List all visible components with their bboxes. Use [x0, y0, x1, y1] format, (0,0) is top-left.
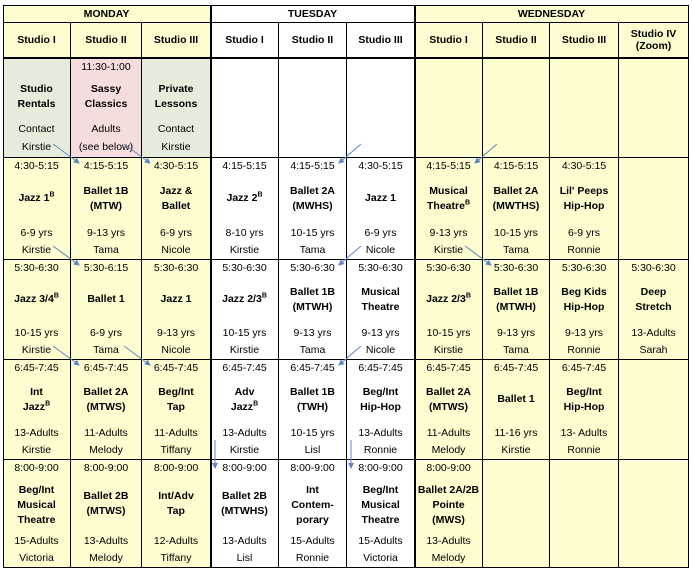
class-name-line: Jazz $2/3^B$ [222, 292, 267, 305]
class-time: 8:00-9:00 [222, 462, 267, 474]
class-name-line: Hip-Hop [563, 300, 605, 313]
transition-arrow [53, 246, 79, 265]
class-name-line: Musical [17, 499, 56, 511]
studio-label: Studio I [429, 34, 468, 46]
studio-label: Studio III [561, 34, 607, 46]
class-time: 6:45-7:45 [290, 362, 335, 374]
class-name-line: Tap [167, 400, 185, 413]
class-time: 8:00-9:00 [153, 462, 199, 474]
class-name-line: Hip-Hop [563, 400, 605, 413]
class-name-line: Ballet 1B [83, 184, 129, 197]
class-name-line: Ballet 1B [290, 285, 335, 298]
age-range: 12-Adults [153, 535, 199, 547]
instructor-name: Victoria [363, 552, 398, 564]
class-name-line: Beg/Int [18, 484, 55, 496]
class-name-line: Private [158, 83, 194, 96]
class-name-line: Musical [361, 285, 400, 298]
instructor-name: Nicole [161, 344, 191, 356]
class-name-line: Ballet 2A [83, 385, 129, 398]
instructor-name: Tiffany [160, 552, 192, 564]
age-range: 9-13 yrs [87, 227, 125, 239]
class-time: 5:30-6:30 [493, 262, 539, 274]
instructor-name: Tama [503, 244, 529, 256]
superscript-marker: B [253, 400, 259, 407]
class-time: 4:15-5:15 [83, 160, 129, 172]
class-name-line: Tap [167, 504, 185, 517]
class-name-line: (MTW) [89, 199, 123, 212]
instructor-name: Ronnie [363, 444, 398, 456]
instructor-name: Ronnie [567, 444, 601, 456]
class-name-line: Jazz & [159, 184, 193, 197]
class-time: 4:30-5:15 [153, 160, 199, 172]
class-name-line: Int [30, 385, 43, 398]
class-time: 6:45-7:45 [561, 362, 607, 374]
transition-arrow [339, 246, 361, 265]
age-range: 15-Adults [14, 535, 59, 547]
age-range: 13-Adults [14, 427, 59, 439]
age-range: 6-9 yrs [567, 227, 601, 239]
age-range: 10-15 yrs [426, 327, 471, 339]
age-range: Contact [157, 123, 195, 135]
age-range: Contact [18, 123, 55, 135]
class-name-line: Adv [234, 385, 255, 398]
instructor-name: Nicole [365, 244, 396, 256]
age-range: 6-9 yrs [20, 227, 53, 239]
age-range: 10-15 yrs [14, 327, 59, 339]
class-name-line: Beg/Int [158, 385, 194, 398]
class-name-line: Ballet 2A [290, 184, 335, 197]
class-name-line: porary [296, 514, 329, 526]
class-time: 4:15-5:15 [493, 160, 539, 172]
class-name-line: Musical [361, 499, 400, 511]
class-name-line: Ballet 1B [290, 385, 335, 398]
class-name-line: Classics [84, 98, 128, 111]
transition-arrow [53, 144, 79, 163]
class-name-line: Beg/Int [362, 484, 399, 496]
age-range: 11-Adults [154, 427, 198, 439]
class-name-line: Jazz $2/3^B$ [426, 292, 471, 305]
studio-label: Studio I [17, 34, 56, 46]
age-range: 13- Adults [560, 427, 608, 439]
class-name-line: Deep [640, 285, 667, 298]
class-time: 6:45-7:45 [222, 362, 267, 374]
instructor-name: Melody [431, 552, 466, 564]
instructor-name: Kirstie [21, 344, 52, 356]
class-name-line: Beg/Int [566, 385, 602, 398]
class-name-line: Contem- [291, 499, 334, 511]
age-range: 8-10 yrs [225, 227, 264, 239]
class-time: 8:00-9:00 [358, 462, 403, 474]
class-name-line: (MTWH) [292, 300, 333, 313]
age-range: 13-Adults [358, 427, 403, 439]
class-name-line: Pointe [432, 499, 465, 511]
class-name-line: Beg/Int [362, 385, 399, 398]
class-name-line: Jazz 1 [365, 192, 396, 204]
instructor-name: Kirstie [229, 444, 260, 456]
class-name-line: Jazz 1 [160, 293, 192, 305]
superscript-marker: B [465, 292, 471, 300]
class-name-line: Ballet 1B [493, 285, 539, 298]
studio-label: Studio IV (Zoom) [630, 28, 677, 52]
instructor-name: Melody [89, 552, 123, 564]
day-header: TUESDAY [211, 5, 415, 23]
class-name-line: Ballet 2A [426, 385, 471, 398]
class-name-line: Beg Kids [561, 285, 607, 298]
age-range: 6-9 yrs [364, 227, 397, 239]
class-name-line: Ballet 1 [497, 393, 535, 405]
class-name-line: Jazz$^B$ [230, 400, 259, 413]
studio-label: Studio III [358, 34, 403, 46]
class-time: 5:30-6:30 [14, 262, 59, 274]
instructor-name: Tama [299, 344, 326, 356]
class-time: 4:15-5:15 [290, 160, 335, 172]
transition-arrow [339, 144, 361, 163]
instructor-name: Nicole [365, 344, 396, 356]
class-name-line: Studio [20, 83, 53, 96]
age-range: 15-Adults [358, 535, 403, 547]
age-range: 15-Adults [290, 535, 335, 547]
instructor-name: Melody [89, 444, 123, 456]
class-time: 4:30-5:15 [561, 160, 607, 172]
instructor-name: Kirstie [433, 344, 464, 356]
class-name-line: Theatre [361, 300, 400, 313]
class-name-line: (MWHS) [292, 199, 333, 212]
class-name-line: Theatre [17, 514, 56, 526]
studio-label: Studio III [153, 34, 199, 46]
age-range: 13-Adults [222, 427, 267, 439]
class-time: 4:15-5:15 [426, 160, 471, 172]
class-name-line: Ballet 2A/2B [417, 484, 480, 496]
class-name-line: (MTWS) [86, 400, 126, 413]
class-time: 6:45-7:45 [83, 362, 129, 374]
studio-label: Studio II [495, 34, 537, 46]
class-name-line: Jazz $3/4^B$ [14, 292, 59, 305]
instructor-name: Tama [93, 244, 119, 256]
instructor-name: Tama [503, 344, 529, 356]
instructor-name: Kirstie [161, 141, 191, 153]
age-range: 9-13 yrs [361, 327, 400, 339]
class-name-line: Ballet [161, 199, 191, 212]
class-name-line: Int/Adv [158, 489, 194, 502]
class-time: 4:30-5:15 [14, 160, 59, 172]
age-range: 9-13 yrs [293, 327, 332, 339]
class-time: 5:30-6:30 [222, 262, 267, 274]
class-name-line: (TWH) [297, 400, 328, 413]
day-header: WEDNESDAY [415, 5, 689, 23]
age-range: 6-9 yrs [159, 227, 193, 239]
class-time: 5:30-6:30 [290, 262, 335, 274]
studio-label: Studio II [85, 34, 127, 46]
transition-arrow [124, 346, 150, 365]
class-name-line: Sassy [90, 83, 122, 96]
age-range: 13-Adults [426, 535, 471, 547]
class-time: 8:00-9:00 [426, 462, 471, 474]
class-time: 5:30-6:30 [426, 262, 471, 274]
age-range: 11-Adults [426, 427, 471, 439]
class-name-line: Stretch [635, 300, 672, 313]
instructor-name: Sarah [639, 344, 668, 356]
class-name-line: Lessons [154, 98, 198, 111]
transition-arrows [3, 5, 689, 568]
age-range: Adults [91, 123, 121, 135]
age-range: 11-16 yrs [494, 427, 538, 439]
instructor-name: Lisl [236, 552, 253, 564]
class-name-line: Jazz $2^B$ [226, 191, 263, 204]
instructor-name: Ronnie [567, 344, 601, 356]
superscript-marker: B [45, 400, 51, 407]
instructor-name: Kirstie [21, 444, 52, 456]
class-name-line: (MWTHS) [492, 199, 540, 212]
class-name-line: Jazz $1^B$ [18, 191, 55, 204]
transition-arrow [53, 346, 79, 365]
instructor-name: Tama [93, 344, 119, 356]
instructor-name: Tama [299, 244, 326, 256]
class-name-line: Jazz$^B$ [22, 400, 51, 413]
class-name-line: Theatre [361, 514, 400, 526]
age-range: 6-9 yrs [89, 327, 123, 339]
superscript-marker: B [464, 199, 470, 206]
transition-arrow [475, 144, 497, 163]
class-time: 6:45-7:45 [358, 362, 403, 374]
transition-arrow [465, 246, 491, 265]
class-time: 5:30-6:30 [153, 262, 199, 274]
age-range: 11-Adults [84, 427, 128, 439]
instructor-name: (see below) [78, 141, 134, 153]
class-time: 8:00-9:00 [83, 462, 129, 474]
class-time: 8:00-9:00 [14, 462, 59, 474]
age-range: 9-13 yrs [497, 327, 535, 339]
superscript-marker: B [257, 191, 263, 199]
class-name-line: Ballet 2B [83, 489, 129, 502]
age-range: 10-15 yrs [290, 227, 335, 239]
instructor-name: Lisl [304, 444, 321, 456]
age-range: 13-Adults [83, 535, 129, 547]
instructor-name: Nicole [161, 244, 191, 256]
age-range: 10-15 yrs [494, 227, 538, 239]
instructor-name: Ronnie [295, 552, 330, 564]
superscript-marker: B [261, 292, 267, 300]
class-name-line: Musical [429, 184, 468, 197]
superscript-marker: B [53, 292, 59, 300]
class-name-line: Ballet 1 [87, 293, 125, 305]
instructor-name: Kirstie [433, 244, 464, 256]
age-range: 10-15 yrs [290, 427, 335, 439]
transition-arrow [339, 346, 361, 365]
class-schedule-table [3, 5, 689, 568]
age-range: 10-15 yrs [222, 327, 267, 339]
class-time: 6:45-7:45 [426, 362, 471, 374]
class-name-line: Ballet 2A [493, 184, 539, 197]
age-range: 9-13 yrs [565, 327, 603, 339]
class-name-line: Rentals [17, 98, 56, 111]
instructor-name: Kirstie [501, 444, 531, 456]
day-header: MONDAY [3, 5, 211, 23]
class-time: 6:45-7:45 [153, 362, 199, 374]
instructor-name: Melody [431, 444, 466, 456]
class-time: 11:30-1:00 [81, 61, 131, 73]
instructor-name: Kirstie [229, 344, 260, 356]
instructor-name: Victoria [19, 552, 54, 564]
class-time: 6:45-7:45 [14, 362, 59, 374]
studio-label: Studio II [291, 34, 334, 46]
class-time: 5:30-6:30 [631, 262, 676, 274]
class-name-line: (MTWH) [496, 300, 536, 313]
superscript-marker: B [49, 191, 55, 199]
instructor-name: Tiffany [160, 444, 192, 456]
class-name-line: Ballet 2B [222, 489, 267, 502]
studio-label: Studio I [225, 34, 264, 46]
age-range: 13-Adults [631, 327, 676, 339]
class-time: 6:45-7:45 [493, 362, 539, 374]
class-name-line: Lil' Peeps [559, 184, 609, 197]
instructor-name: Kirstie [21, 141, 52, 153]
age-range: 9-13 yrs [429, 227, 468, 239]
transition-arrow [124, 144, 150, 163]
class-name-line: Theatre$^B$ [427, 199, 470, 212]
class-time: 5:30-6:15 [83, 262, 129, 274]
instructor-name: Kirstie [21, 244, 52, 256]
class-time: 5:30-6:30 [561, 262, 607, 274]
class-name-line: Hip-Hop [360, 400, 401, 413]
class-name-line: (MTWS) [428, 400, 469, 413]
age-range: 13-Adults [222, 535, 267, 547]
class-time: 4:15-5:15 [222, 160, 267, 172]
class-name-line: Int [306, 484, 319, 496]
class-name-line: (MTWS) [86, 504, 126, 517]
instructor-name: Kirstie [229, 244, 260, 256]
class-name-line: (MTWHS) [221, 504, 268, 517]
class-name-line: (MWS) [432, 514, 465, 526]
class-time: 4:30-5:15 [358, 160, 403, 172]
class-time: 8:00-9:00 [290, 462, 335, 474]
age-range: 9-13 yrs [157, 327, 195, 339]
class-time: 5:30-6:30 [358, 262, 403, 274]
class-name-line: Hip-Hop [563, 199, 605, 212]
instructor-name: Ronnie [567, 244, 601, 256]
